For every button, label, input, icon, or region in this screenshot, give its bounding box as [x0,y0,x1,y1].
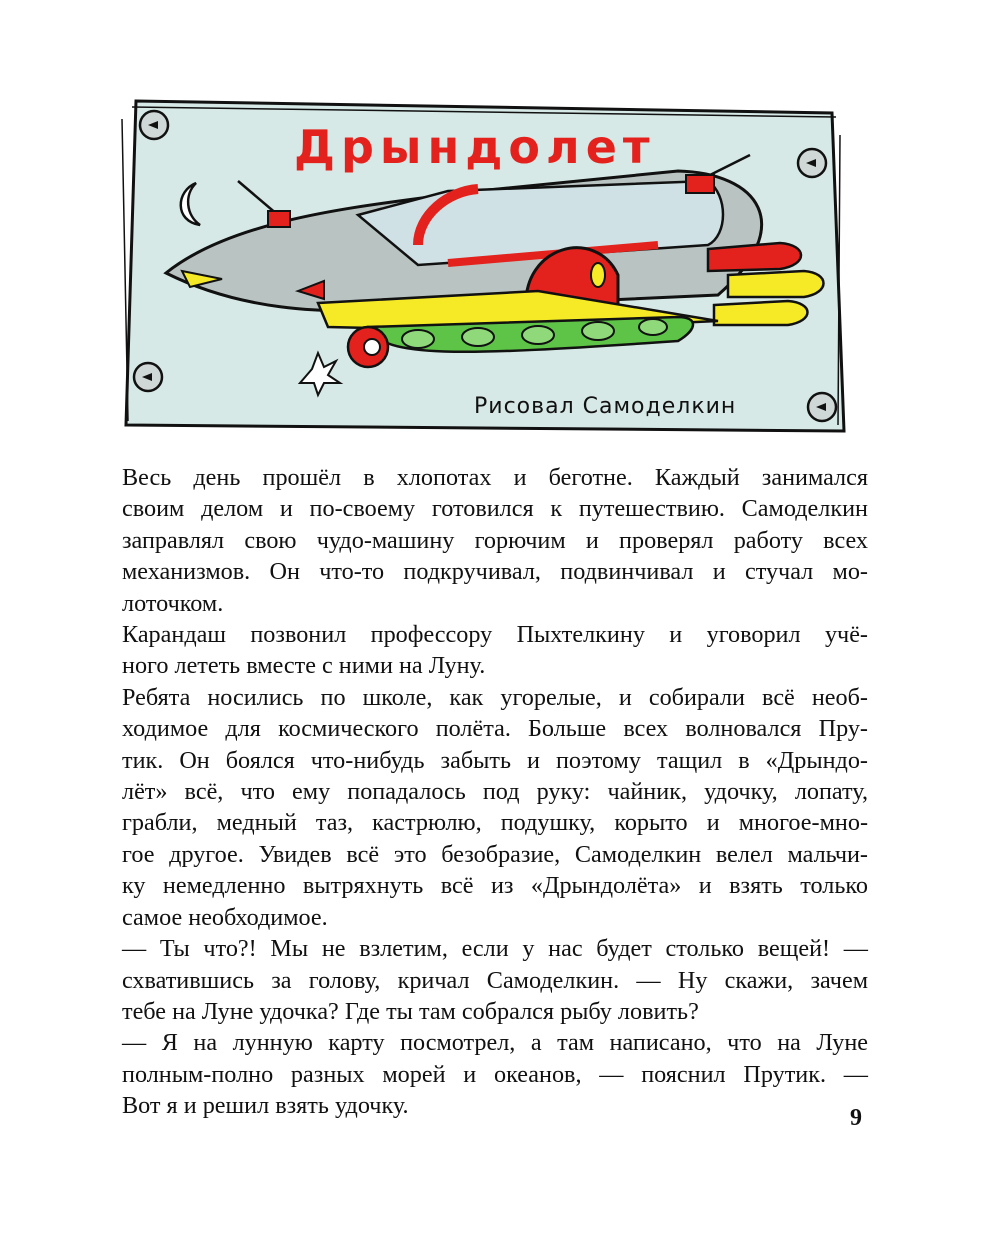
text-line: полным-полно разных морей и океанов, — пояснил Прутик. — [122,1060,868,1088]
text-line: гое другое. Увидев всё это безобразие, Самоделкин велел мальчи- [122,840,868,868]
text-line: Ребята носились по школе, как угорелые, и собирали всё необ- [122,683,868,711]
text-line: ходимое для космического полёта. Больше всех волновался Пру- [122,715,868,743]
text-line: заправлял свою чудо-машину горючим и проверял работу всех [122,526,868,554]
paragraph-1 [122,462,868,619]
illustration-signature: Рисовал Самоделкин [474,394,737,419]
illustration-title: Дрындолет [294,120,656,174]
paragraph-2 [122,619,868,682]
text-line: схватившись за голову, кричал Самоделкин. — Ну скажи, зачем [122,966,868,994]
text-line: механизмов. Он что-то подкручивал, подвинчивал и стучал мо- [122,558,868,586]
text-line: — Ты что?! Мы не взлетим, если у нас будет столько вещей! — [122,935,868,963]
text-line: лёт» всё, что ему попадалось под руку: чайник, удочку, лопату, [122,778,868,806]
text-line: Весь день прошёл в хлопотах и беготне. Каждый занимался [122,464,868,491]
text-line: ку немедленно вытряхнуть всё из «Дрындолёта» и взять только [122,872,868,900]
paragraph-5 [122,1027,868,1121]
text-line: грабли, медный таз, кастрюлю, подушку, корыто и многое-мно- [122,809,868,837]
page-number: 9 [850,1105,862,1131]
text-line: своим делом и по-своему готовился к путешествию. Самоделкин [122,495,868,523]
text-line: — Я на лунную карту посмотрел, а там написано, что на Луне [122,1029,868,1057]
text-line: ного лететь вместе с ними на Луну. [122,652,486,680]
paragraph-3 [122,682,868,933]
text-line: тик. Он боялся что-нибудь забыть и поэтому тащил в «Дрындо- [122,746,868,774]
text-line: Вот я и решил взять удочку. [122,1092,409,1120]
illustration-drindolet [118,95,850,443]
text-line: лоточком. [122,589,224,617]
illustration-svg [118,95,850,443]
paragraph-4 [122,933,868,1027]
text-line: тебе на Луне удочка? Где ты там собрался рыбу ловить? [122,997,699,1025]
story-text [122,462,868,1122]
text-line: Карандаш позвонил профессору Пыхтелкину и уговорил учё- [122,621,868,649]
text-line: самое необходимое. [122,903,328,931]
